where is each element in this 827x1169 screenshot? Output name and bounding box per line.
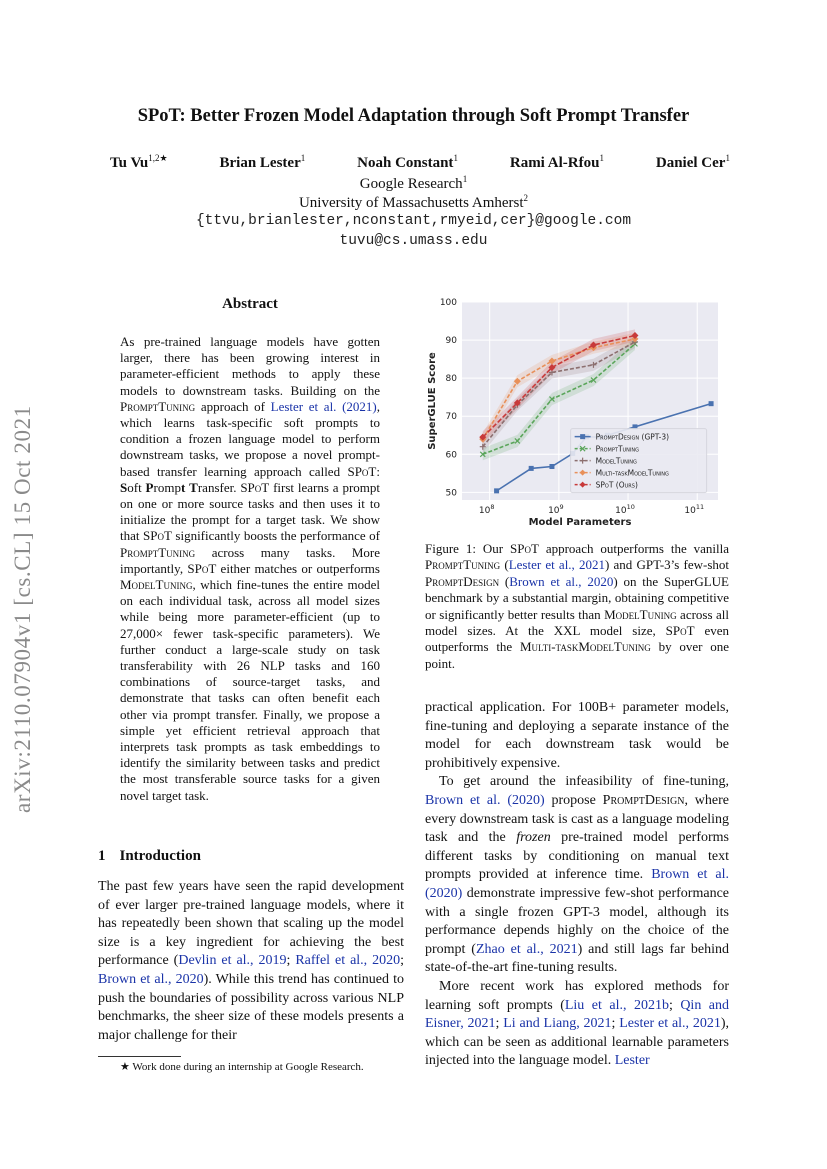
paragraph: More recent work has explored methods for learning soft prompts (Liu et al., 2021b; Qin and Eisner, 2021; Li and Liang, 2021; Lester et al., 2021), which can be seen as additional learnable parameters injected into the language model. Lester [425,978,730,1069]
x-tick-label: $10^9$ [548,503,564,516]
y-tick-label: 90 [445,336,457,347]
x-tick-label: $10^{10}$ [615,503,635,516]
y-tick-label: 80 [445,374,457,385]
data-point [549,464,554,469]
citation-link[interactable]: Liu et al., 2021b [564,997,669,1013]
data-point [709,401,714,406]
x-tick-exponent: 9 [559,503,564,511]
author: Daniel Cer$^1$ [655,153,730,171]
author: Brian Lester$^1$ [219,153,306,171]
paper-title: SPoT: Better Frozen Model Adaptation through Soft Prompt Transfer [137,106,690,126]
abstract-text: As pre-trained language models have gotten larger, there has been growing interest in parameter-efficient methods to apply these models to downstream tasks. Building on the PromptTuning approach of Lester et al. (2021), which learns task-specific soft prompts to condition a frozen language model to perform downstream tasks, we propose a novel prompt-based transfer learning approach called SPoT: Soft Prompt Transfer. SPoT first learns a prompt on one or more source tasks and then uses it to initialize the prompt for a target task. We show that SPoT significantly boosts the performance of PromptTuning across many tasks. More importantly, SPoT either matches or outperforms ModelTuning, which fine-tunes the entire model on each individual task, across all model sizes while being more parameter-efficient (up to 27,000× fewer task-specific parameters). We further conduct a large-scale study on task transferability with 26 NLP tasks and 160 combinations of source-target tasks, and demonstrate that tasks can often benefit each other via prompt transfer. Finally, we propose a simple yet efficient retrieval approach that interprets task prompts as task embeddings to identify the similarity between tasks and predict the most transferable source tasks for a given novel target task. [120,334,381,803]
legend-label: PromptDesign (GPT-3) [595,432,670,442]
citation-link[interactable]: Brown et al., 2020 [98,971,204,987]
citation-link[interactable]: Lester [614,1053,650,1069]
x-tick-label: $10^8$ [478,503,495,516]
email-line: tuvu@cs.umass.edu [339,233,488,249]
superglue-chart [422,294,728,530]
legend-label: Multi-taskModelTuning [595,468,669,478]
citation-link[interactable]: Brown et al. (2020) [425,867,729,901]
x-tick-exponent: 11 [695,503,705,511]
paragraph: To get around the infeasibility of fine-tuning, Brown et al. (2020) propose PromptDesign, where every downstream task is cast as a language modeling task and the frozen pre-trained model performs different tasks by conditioning on manual text prompts provided at inference time. Brown et al. (2020) demonstrate impressive few-shot performance with a single frozen GPT-3 model, although its performance depends highly on the choice of the prompt (Zhao et al., 2021) and still lags far behind state-of-the-art fine-tuning results. [425,774,730,976]
x-tick-exponent: 10 [626,503,635,511]
section-heading: 1 Introduction [98,848,201,864]
y-axis-label: SuperGLUE Score [427,352,438,450]
citation-link[interactable]: Devlin et al., 2019 [178,953,287,969]
legend-label: SPoT (Ours) [595,480,638,490]
footnote: ★ Work done during an internship at Google Research. [120,1061,364,1073]
legend-label: PromptTuning [595,444,640,454]
x-tick-label: $10^{11}$ [684,503,705,516]
paragraph: practical application. For 100B+ parameter models, fine-tuning and deploying a separate instance of the model for each downstream task would be prohibitively expensive. [425,700,729,771]
abstract-heading: Abstract [222,296,278,312]
citation-link[interactable]: Lester et al., 2021 [508,557,605,573]
citation-link[interactable]: Raffel et al., 2020 [295,953,401,969]
author: Rami Al-Rfou$^1$ [509,153,604,171]
figure-caption: Figure 1: Our SPoT approach outperforms the vanilla PromptTuning (Lester et al., 2021) and GPT-3’s few-shot PromptDesign (Brown et al., 2020) on the SuperGLUE benchmark by a substantial margin, obtaining competitive or significantly better results than ModelTuning across all model sizes. At the XXL model size, SPoT even outperforms the Multi-taskModelTuning by over one point. [425,541,730,671]
email-line: {ttvu,brianlester,nconstant,rmyeid,cer}@google.com [195,213,632,229]
data-point [529,466,534,471]
arxiv-identifier: arXiv:2110.07904v1 [cs.CL] 15 Oct 2021 [10,405,35,813]
author: Noah Constant$^1$ [357,153,458,171]
citation-link[interactable]: Lester et al., 2021 [619,1016,721,1032]
footnote-divider [98,1056,181,1057]
citation-link[interactable]: Brown et al. (2020) [425,792,545,808]
y-tick-label: 70 [445,412,457,423]
author: Tu $Vu^{1,2★}$ [110,153,168,171]
affiliation: University of Massachusetts Amherst$^2$ [298,193,529,211]
intro-text: The past few years have seen the rapid development of ever larger pre-trained language models, where it has repeatedly been shown that scaling up the model size is a key ingredient for achieving the best performance (Devlin et al., 2019; Raffel et al., 2020; Brown et al., 2020). While this trend has continued to push the boundaries of possibility across various NLP benchmarks, the sheer size of these models presents a major challenge for their [98,879,405,1043]
data-point [494,488,499,493]
citation-link[interactable]: Li and Liang, 2021 [503,1016,612,1032]
citation-link[interactable]: Lester et al. (2021) [270,398,377,414]
y-tick-label: 60 [445,450,457,461]
citation-link[interactable]: Zhao et al., 2021 [475,941,578,957]
citation-link[interactable]: Qin and Eisner, 2021 [425,997,730,1032]
legend-label: ModelTuning [595,456,637,466]
legend-marker [580,434,585,439]
chart-legend [571,429,707,493]
body-text-right [425,699,729,1071]
y-tick-label: 50 [445,488,457,499]
affiliation: Google Research$^1$ [359,174,468,192]
x-tick-exponent: 8 [490,503,495,511]
x-axis-label: Model Parameters [528,517,632,528]
citation-link[interactable]: Brown et al., 2020 [509,573,614,589]
author-list [110,153,730,172]
y-tick-label: 100 [439,298,457,308]
